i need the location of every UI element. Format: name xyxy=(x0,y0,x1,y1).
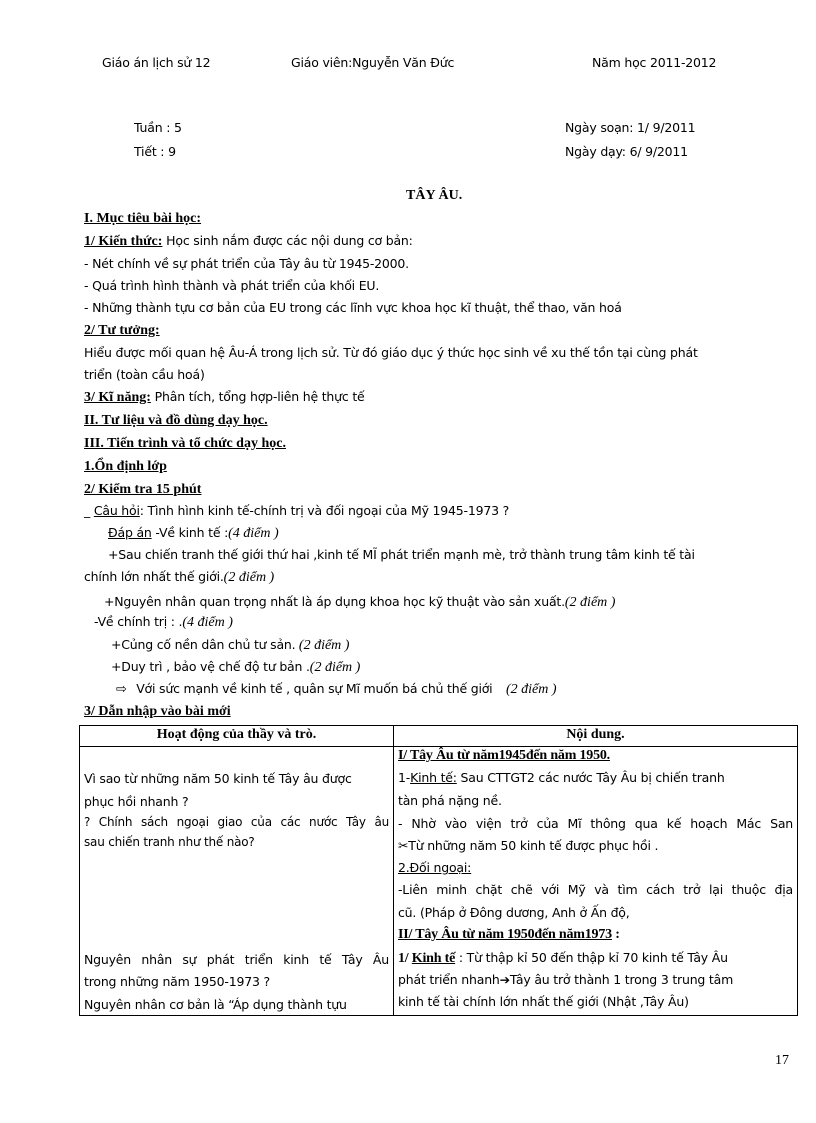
answer-1-points: (2 điểm ) xyxy=(223,570,275,585)
politics-3-line xyxy=(116,681,557,698)
knowledge-line xyxy=(84,233,413,250)
skill-line xyxy=(84,389,365,406)
content-k-line2 xyxy=(398,972,793,987)
foreign-label: 2.Đối ngoại: xyxy=(398,860,472,875)
activity-q2-line1: ? Chính sách ngoại giao của các nước Tây âu xyxy=(84,815,389,829)
econ-text-4: Từ những năm 50 kinh tế được phục hồi . xyxy=(408,838,659,853)
teach-date: Ngày dạy: 6/ 9/2011 xyxy=(565,144,688,159)
foreign-line1: -Liên minh chặt chẽ với Mỹ và tìm cách trở lại thuộc địa xyxy=(398,882,793,897)
activity-q3-line1: Nguyên nhân sự phát triển kinh tế Tây Âu xyxy=(84,952,389,967)
answer-2-line xyxy=(104,594,615,611)
knowledge-item-2: - Quá trình hình thành và phát triển của khối EU. xyxy=(84,278,380,293)
header-teacher: Giáo viên:Nguyễn Văn Đức xyxy=(291,55,455,70)
activity-q2-line2: sau chiến tranh như thế nào? xyxy=(84,835,255,849)
skill-label: 3/ Kĩ năng: xyxy=(84,390,151,405)
knowledge-item-1: - Nét chính về sự phát triển của Tây âu từ 1945-2000. xyxy=(84,256,409,271)
content-heading-1: I/ Tây Âu từ năm1945đến năm 1950. xyxy=(398,748,610,763)
answer-1-text: chính lớn nhất thế giới. xyxy=(84,569,224,584)
foreign-line2: cũ. (Pháp ở Đông dương, Anh ở Ấn độ, xyxy=(398,905,630,920)
section3-heading: III. Tiến trình và tổ chức dạy học. xyxy=(84,436,286,451)
intro-heading: 3/ Dẫn nhập vào bài mới xyxy=(84,704,231,719)
content-econ-line2: tàn phá nặng nề. xyxy=(398,793,502,808)
answer-econ: -Về kinh tế : xyxy=(151,525,229,540)
question-text: : Tình hình kinh tế-chính trị và đối ngoại của Mỹ 1945-1973 ? xyxy=(139,503,510,518)
activity-q3-line2: trong những năm 1950-1973 ? xyxy=(84,974,270,989)
stabilize-class: 1.Ổn định lớp xyxy=(84,459,167,474)
answer-econ-points: (4 điểm ) xyxy=(228,526,279,541)
answer-label: Đáp án xyxy=(108,525,152,540)
k-text-2-pre: phát triển nhanh xyxy=(398,972,500,987)
politics-3-text: Với sức mạnh về kinh tế , quân sự Mĩ muốn bá chủ thế giới xyxy=(136,681,493,696)
econ-label: Kinh tế: xyxy=(410,770,457,785)
k-text-2-post: Tây âu trở thành 1 trong 3 trung tâm xyxy=(509,972,734,987)
knowledge-label: 1/ Kiến thức: xyxy=(84,234,163,249)
header-subject: Giáo án lịch sử 12 xyxy=(102,55,211,70)
question-dash: _ xyxy=(84,503,94,518)
content-k-line3: kinh tế tài chính lớn nhất thế giới (Nhật ,Tây Âu) xyxy=(398,994,689,1009)
answer-2-points: (2 điểm ) xyxy=(564,595,616,610)
period-label: Tiết : 9 xyxy=(134,144,176,159)
table-header-content: Nội dung. xyxy=(394,726,798,747)
k-label: Kinh tế xyxy=(411,951,456,966)
politics-1-text: +Củng cố nền dân chủ tư sản. xyxy=(111,637,296,652)
page-number: 17 xyxy=(775,1053,789,1068)
activity-q4-line1: Nguyên nhân cơ bản là “Áp dụng thành tựu xyxy=(84,997,347,1012)
lesson-table xyxy=(79,725,798,1016)
answer-1-line-2 xyxy=(84,569,274,586)
answer-line xyxy=(108,525,279,542)
section2-heading: II. Tư liệu và đồ dùng dạy học. xyxy=(84,413,268,428)
content-econ-line3: - Nhờ vào viện trở của Mĩ thông qua kế hoạch Mác San xyxy=(398,816,793,831)
politics-line xyxy=(94,614,233,631)
answer-2-text: +Nguyên nhân quan trọng nhất là áp dụng khoa học kỹ thuật vào sản xuất. xyxy=(104,594,565,609)
politics-3-points: (2 điểm ) xyxy=(505,682,557,697)
table-row xyxy=(80,747,798,1016)
answer-1-line-1: +Sau chiến tranh thế giới thứ hai ,kinh tế MĨ phát triển mạnh mè, trở thành trung tâm kinh tế tài xyxy=(108,547,695,562)
activities-cell xyxy=(80,747,394,1016)
arrow-icon: ➔ xyxy=(499,972,510,987)
content-heading-2-colon: : xyxy=(611,927,620,942)
arrow-right-icon: ⇨ xyxy=(116,682,127,697)
politics-text: -Về chính trị : . xyxy=(94,614,183,629)
econ-prefix: 1- xyxy=(398,770,411,785)
activity-q1-line2: phục hồi nhanh ? xyxy=(84,794,189,809)
econ-text-1: Sau CTTGT2 các nước Tây Âu bị chiến tranh xyxy=(456,770,725,785)
knowledge-item-3: - Những thành tựu cơ bản của EU trong các lĩnh vực khoa học kĩ thuật, thể thao, văn hoá xyxy=(84,300,622,315)
politics-points: (4 điểm ) xyxy=(182,615,233,630)
content-heading-2: II/ Tây Âu từ năm 1950đến năm1973 xyxy=(398,927,612,942)
content-econ-line1 xyxy=(398,770,793,785)
politics-1-points: (2 điểm ) xyxy=(295,638,350,653)
prep-date: Ngày soạn: 1/ 9/2011 xyxy=(565,120,696,135)
section1-heading: I. Mục tiêu bài học: xyxy=(84,211,202,226)
content-heading-2-line xyxy=(398,927,793,943)
thought-text-2: triển (toàn cầu hoá) xyxy=(84,367,205,382)
politics-2-points: (2 điểm ) xyxy=(309,660,361,675)
knowledge-text: Học sinh nắm được các nội dung cơ bản: xyxy=(162,233,413,248)
skill-text: Phân tích, tổng hợp-liên hệ thực tế xyxy=(150,389,365,404)
header-year: Năm học 2011-2012 xyxy=(592,55,717,70)
politics-1-line xyxy=(111,637,349,654)
table-header-activities: Hoạt động của thầy và trò. xyxy=(80,726,394,747)
content-econ-line4 xyxy=(398,838,793,853)
table-header-row xyxy=(80,726,798,747)
activity-q1-line1: Vì sao từ những năm 50 kinh tế Tây âu được xyxy=(84,771,352,786)
k-text-1: : Từ thập kỉ 50 đến thập kỉ 70 kinh tế Tây Âu xyxy=(455,950,728,965)
content-k-line1 xyxy=(398,950,793,967)
k-prefix: 1/ xyxy=(398,951,412,966)
thought-text-1: Hiểu được mối quan hệ Âu-Á trong lịch sử. Từ đó giáo dục ý thức học sinh về xu thế tồn tại cùng phát xyxy=(84,345,698,360)
politics-2-text: +Duy trì , bảo vệ chế độ tư bản . xyxy=(111,659,310,674)
scissors-icon: ✂ xyxy=(398,838,409,853)
page-title: TÂY ÂU. xyxy=(406,188,463,203)
quiz-heading: 2/ Kiểm tra 15 phút xyxy=(84,482,202,497)
week-label: Tuần : 5 xyxy=(134,120,182,135)
question-label: Câu hỏi xyxy=(93,503,140,518)
content-cell xyxy=(394,747,798,1016)
politics-2-line xyxy=(111,659,360,676)
question-line xyxy=(84,503,509,520)
thought-label: 2/ Tư tưởng: xyxy=(84,323,160,338)
